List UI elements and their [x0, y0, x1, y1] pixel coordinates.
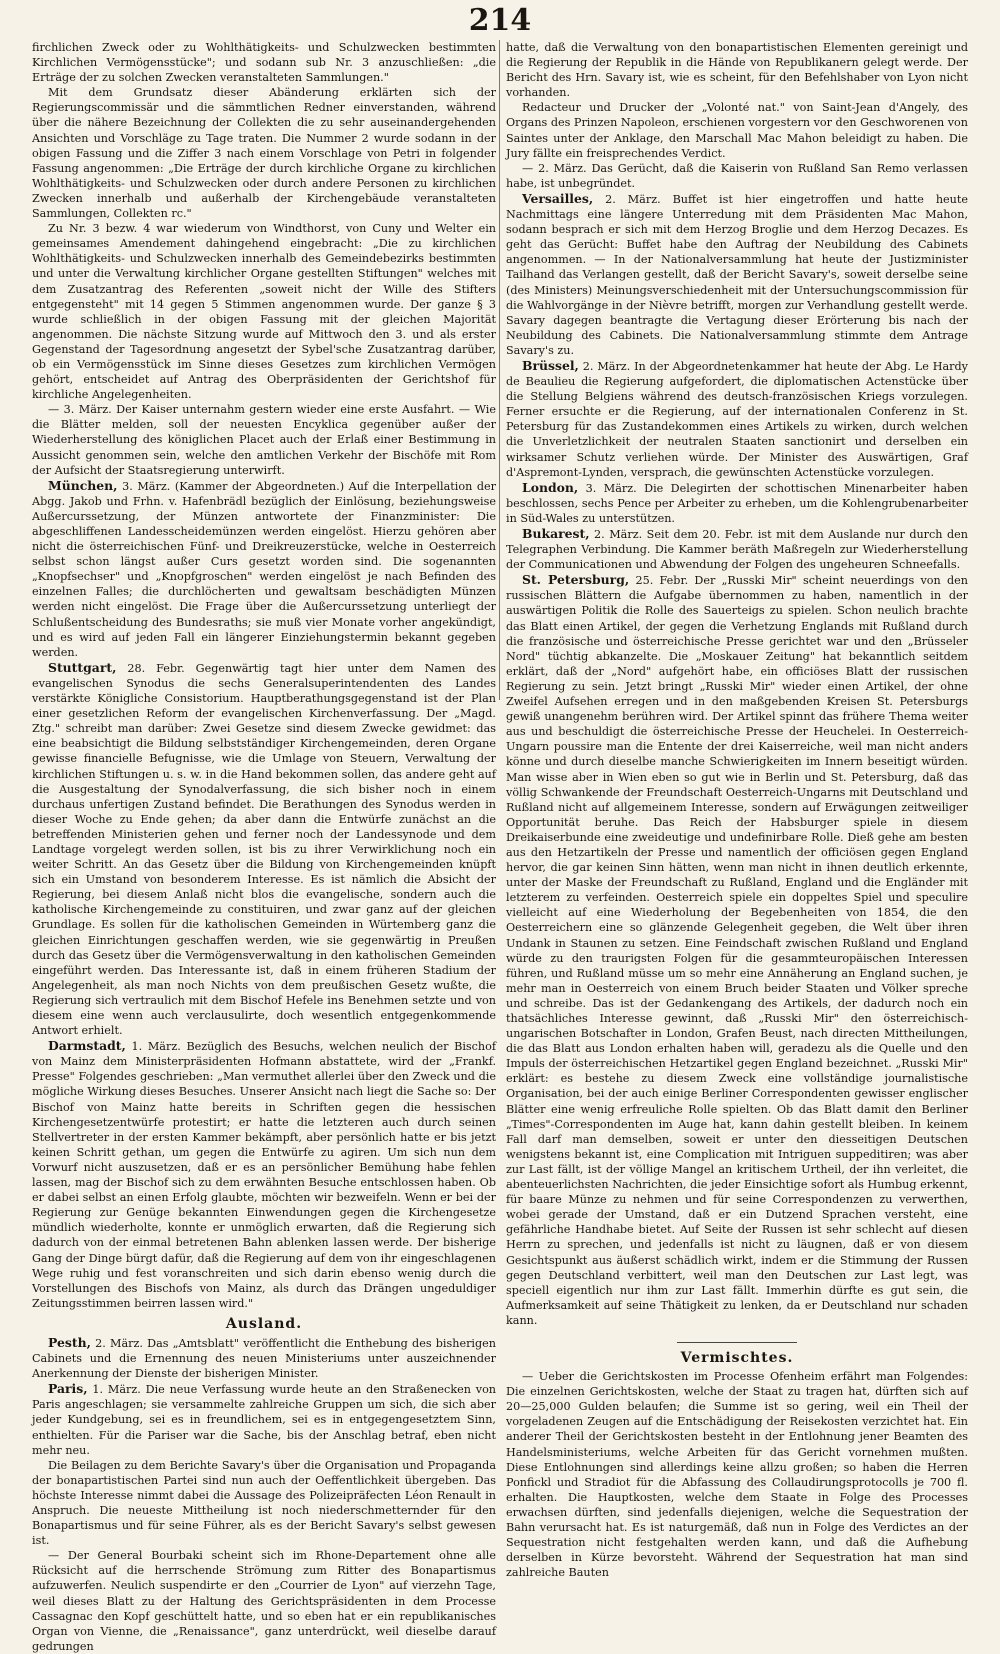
dateline: Darmstadt, — [48, 1038, 126, 1054]
article-paragraph: Mit dem Grundsatz dieser Abänderung erklärten sich der Regierungscommissär und die sämmtlichen Redner einverstanden, während über die nähere Bezeichnung der Collekten die zu sehr auseinandergehenden Ansichten und Vorschläge zu Tage traten. Die Nummer 2 wurde sodann in der obigen Fassung und die Ziffer 3 nach einem Vorschlage von Petri in folgender Fassung angenommen: „Die Erträge der durch kirchliche Organe zu kirchlichen Wohlthätigkeits- und Schulzwecken oder durch andere Personen zu kirchlichen Zwecken innerhalb und außerhalb der Kirchengebäude veranstalteten Sammlungen, Collekten rc." — [32, 86, 496, 221]
article-paragraph: hatte, daß die Verwaltung von den bonapartistischen Elementen gereinigt und die Regierung der Republik in die Hände von Republikanern gelegt werde. Der Bericht des Hrn. Savary ist, wie es scheint, für den Befehlshaber von Lyon nicht vorhanden. — [506, 41, 968, 100]
dateline: Paris, — [48, 1381, 88, 1397]
section-heading-vermischtes: Vermischtes. — [680, 1349, 794, 1366]
dateline: Versailles, — [522, 190, 594, 206]
section-heading-ausland: Ausland. — [225, 1315, 303, 1332]
dispatch-bukarest — [506, 526, 968, 572]
page-number: 214 — [468, 3, 532, 38]
dispatch-text: 3. März. (Kammer der Abgeordneten.) Auf die Interpellation der Abgg. Jakob und Frhn. v. Hafenbrädl bezüglich der Einlösung, beziehungsweise Außercurssetzung, der Münzen antwortete der Finanzminister: Die abgeschliffenen Landesscheidemünzen werden eingelöst. Hierzu gehören aber nicht die österreichischen Fünf- und Dreikreuzerstücke, welche in Oesterreich selbst schon längst außer Curs gesetzt worden sind. Die sogenannten „Knopfsechser" und „Knopfgroschen" werden eingelöst je nach Befinden des einzelnen Falles; die durchlöcherten und gewaltsam beschädigten Münzen werden nicht eingelöst. Die Frage über die Außercurssetzung unterliegt der Schlußentscheidung des Bundesraths; sie muß vier Monate vorher angekündigt, und es wird auf jeden Fall ein längerer Einziehungstermin bekannt gegeben werden. — [32, 479, 497, 659]
dateline: Pesth, — [48, 1334, 91, 1350]
dateline: London, — [522, 479, 579, 495]
left-column — [32, 40, 497, 1653]
dispatch-london — [506, 480, 968, 526]
dispatch-text: 1. März. Bezüglich des Besuchs, welchen neulich der Bischof von Mainz dem Ministerpräsidenten Hofmann abstattete, wird der „Frankf. Presse" Folgendes geschrieben: „Man vermuthet allerlei über den Zweck und die mögliche Wirkung dieses Besuches. Unserer Ansicht nach liegt die Sache so: Der Bischof von Mainz hatte bereits in Schriften gegen die hessischen Kirchengesetzentwürfe protestirt; er hatte die letzteren auch durch seinen Stellvertreter in der ersten Kammer bekämpft, aber persönlich hatte er bis jetzt keinen Schritt gethan, um gegen die Entwürfe zu agiren. Um sich nun dem Vorwurf nicht auszusetzen, daß er es an persönlicher Bemühung habe fehlen lassen, mag der Bischof sich zu dem erwähnten Besuche entschlossen haben. Ob er dabei selbst an einen Erfolg glaubte, möchten wir bezweifeln. Wenn er bei der Regierung zur Genüge bekannten Einwendungen gegen die Kirchengesetze mündlich wiederholte, konnte er unmöglich erwarten, daß die Regierung sich dadurch von der einmal betretenen Bahn ablenken lassen werde. Der bisherige Gang der Dinge bürgt dafür, daß die Regierung auf dem von ihr eingeschlagenen Wege ruhig und fest voranschreiten und sich darin ebenso wenig durch die Vorstellungen des Bischofs von Mainz, als durch das Drängen ungeduldiger Zeitungsstimmen beirren lassen wird." — [32, 1040, 496, 1310]
article-paragraph: — Der General Bourbaki scheint sich im Rhone-Departement ohne alle Rücksicht auf die herrschende Strömung zum Ritter des Bonapartismus aufzuwerfen. Neulich suspendirte er den „Courrier de Lyon" auf vierzehn Tage, weil dieses Blatt zu der Haltung des Gerichtspräsidenten in dem Processe Cassagnac den Kopf geschüttelt hatte, und so eben hat er ein republikanisches Organ von Vienne, die „Renaissance", ganz unterdrückt, weil dieselbe darauf gedrungen — [32, 1549, 496, 1653]
dateline: St. Petersburg, — [522, 572, 630, 588]
article-paragraph: — Ueber die Gerichtskosten im Processe Ofenheim erfährt man Folgendes: Die einzelnen Gerichtskosten, welche der Staat zu tragen hat, dürften sich auf 20—25,000 Gulden belaufen; die Summe ist so gering, weil ein Theil der vorgeladenen Zeugen auf die Entschädigung der Reisekosten verzichtet hat. Ein anderer Theil der Gerichtskosten besteht in der Entlohnung jener Beamten des Handelsministeriums, welche Arbeiten für das Gericht vornehmen mußten. Diese Entlohnungen sind allerdings keine allzu großen; so haben die Herren Ponfickl und Stradiot für die Abfassung des Collaudirungsprotocolls je 700 fl. erhalten. Die Hauptkosten, welche dem Staate in Folge des Processes erwachsen dürften, sind jedenfalls diejenigen, welche die Sequestration der Bahn verursacht hat. Es ist naturgemäß, daß nun in Folge des Verdictes an der Sequestration nicht festgehalten werden kann, und daß die Aufhebung derselben in Kürze bevorsteht. Während der Sequestration hat man sind zahlreiche Bauten — [506, 1370, 968, 1580]
dispatch-petersburg — [506, 572, 968, 1328]
dispatch-text: 2. März. Buffet ist hier eingetroffen und hatte heute Nachmittags eine längere Unterredung mit dem Präsidenten Mac Mahon, sodann besprach er sich mit dem Herzog Broglie und dem Herzog Decazes. Es geht das Gerücht: Buffet habe den Auftrag der Neubildung des Cabinets angenommen. — In der Nationalversammlung hat heute der Justizminister Tailhand das Verlangen gestellt, daß der Bericht Savary's, soweit derselbe seine (des Ministers) Meinungsverschiedenheit mit der Untersuchungscommission für die Wahlvorgänge in der Nièvre betrifft, morgen zur Verhandlung gestellt werde. Savary dagegen beantragte die Vertagung dieser Erörterung bis nach der Neubildung des Cabinets. Die Nationalversammlung stimmte dem Antrage Savary's zu. — [506, 192, 968, 357]
dispatch-paris — [32, 1381, 496, 1457]
dateline: Brüssel, — [522, 357, 579, 373]
article-paragraph: Redacteur und Drucker der „Volonté nat." von Saint-Jean d'Angely, des Organs des Prinzen Napoleon, erschienen vorgestern vor den Geschworenen von Saintes unter der Anklage, den Marschall Mac Mahon beleidigt zu haben. Die Jury fällte ein freisprechendes Verdict. — [506, 101, 968, 160]
right-column — [506, 40, 968, 1580]
dispatch-stuttgart — [32, 660, 496, 1038]
dispatch-munchen — [32, 478, 496, 660]
dispatch-text: 28. Febr. Gegenwärtig tagt hier unter dem Namen des evangelischen Synodus die sechs Generalsuperintendenten des Landes verstärkte Königliche Consistorium. Hauptberathungsgegenstand ist der Plan einer gesetzlichen Reform der evangelischen Kirchenverfassung. Der „Magd. Ztg." schreibt man darüber: Zwei Gesetze sind diesem Zwecke gewidmet: das eine beabsichtigt die Bildung selbstständiger Kirchengemeinden, deren Organe gewisse financielle Befugnisse, wie die Umlage von Steuern, Verwaltung der kirchlichen Stiftungen u. s. w. in die Hand bekommen sollen, das andere geht auf die Ausgestaltung der Synodalverfassung, die sich bisher noch in einem durchaus unfertigen Zustand befindet. Die Berathungen des Synodus werden in dieser Woche zu Ende gehen; da aber dann die Entwürfe zunächst an die betreffenden Ministerien gehen und ferner noch der Landessynode und dem Landtage vorgelegt werden sollen, ist bis zu ihrer Verwirklichung noch ein weiter Schritt. An das Gesetz über die Bildung von Kirchengemeinden knüpft sich ein Umstand von besonderem Interesse. Es ist nämlich die Absicht der Regierung, bei diesem Anlaß nicht blos die evangelische, sondern auch die katholische Kirchengemeinde zu constituiren, und zwar ganz auf der gleichen Grundlage. Es sollen für die katholischen Gemeinden in Würtemberg ganz die gleichen Einrichtungen geschaffen werden, wie sie gegenwärtig in Preußen durch das Gesetz über die Vermögensverwaltung in den katholischen Gemeinden eingeführt werden. Das Interessante ist, daß in einem früheren Stadium der Angelegenheit, als man noch Nichts von dem preußischen Gesetz wußte, die Regierung sich vertraulich mit dem Bischof Hefele ins Benehmen setzte und von diesem eine wenn auch verclausulirte, doch wesentlich entgegenkommende Antwort erhielt. — [32, 661, 496, 1038]
dispatch-versailles — [506, 191, 968, 358]
dispatch-pesth — [32, 1335, 496, 1381]
dispatch-text: 3. März. Die Delegirten der schottischen Minenarbeiter haben beschlossen, sechs Pence per Arbeiter zu erheben, um die Kohlengrubenarbeiter in Süd-Wales zu unterstützen. — [506, 481, 968, 525]
dispatch-brussel — [506, 358, 968, 480]
dispatch-text: 1. März. Die neue Verfassung wurde heute an den Straßenecken von Paris angeschlagen; sie versammelte zahlreiche Gruppen um sich, die sich aber jeder Kundgebung, sei es in freundlichem, sei es in entgegengesetztem Sinn, enthielten. Für die Pariser war die Sache, bis der Anschlag betraf, eben nicht mehr neu. — [32, 1383, 497, 1457]
column-divider — [499, 40, 500, 700]
dispatch-text: 2. März. In der Abgeordnetenkammer hat heute der Abg. Le Hardy de Beaulieu die Regierung aufgefordert, die diplomatischen Actenstücke über die Stellung Belgiens während des deutsch-französischen Kriegs vorzulegen. Ferner ersuchte er die Regierung, auf der internationalen Conferenz in St. Petersburg für das Zustandekommen eines Artikels zu wirken, durch welchen die Unverletzlichkeit der neutralen Staaten sanctionirt und derselben ein wirksamer Schutz verliehen würde. Der Minister des Auswärtigen, Graf d'Aspremont-Lynden, versprach, die gewünschten Actenstücke vorzulegen. — [506, 359, 968, 479]
article-paragraph: firchlichen Zweck oder zu Wohlthätigkeits- und Schulzwecken bestimmten Kirchlichen Vermögensstücke"; und sodann sub Nr. 3 anzuschließen: „die Erträge der zu solchen Zwecken veranstalteten Sammlungen." — [32, 41, 496, 85]
dispatch-text: 2. März. Seit dem 20. Febr. ist mit dem Auslande nur durch den Telegraphen Verbindung. Die Kammer beräth Maßregeln zur Wiederherstellung der Communicationen und Abwendung der Folgen des ungeheuren Schneefalls. — [506, 528, 968, 572]
dispatch-darmstadt — [32, 1038, 496, 1311]
dispatch-text: 25. Febr. Der „Russki Mir" scheint neuerdings von den russischen Blättern die Aufgabe übernommen zu haben, namentlich in der auswärtigen Politik die Rolle des Sauerteigs zu spielen. Schon neulich brachte das Blatt einen Artikel, der gegen die Verhetzung Englands mit Rußland durch die französische und österreichische Presse gerichtet war und den „Brüsseler Nord" tüchtig abkanzelte. Die „Moskauer Zeitung" hat bekanntlich seitdem erklärt, daß der „Nord" aufgehört habe, ein officiöses Blatt der russischen Regierung zu sein. Jetzt bringt „Russki Mir" wieder einen Artikel, der ohne Zweifel Aufsehen erregen und in den maßgebenden Kreisen St. Petersburgs gewiß unangenehm berühren wird. Der Artikel spinnt das frühere Thema weiter aus und beschuldigt die österreichische Presse der Heuchelei. In Oesterreich-Ungarn poussire man die Entente der drei Kaiserreiche, weil man nicht anders könne und durch dieselbe manche Schwierigkeiten im Innern beseitigt würden. Man wisse aber in Wien eben so gut wie in Berlin und St. Petersburg, daß das völlig Schwankende der Freundschaft Oesterreich-Ungarns mit Deutschland und Rußland nicht auf allgemeinem Interesse, sondern auf Erwägungen zeitweiliger Opportunität beruhe. Das Reich der Habsburger spiele in diesem Dreikaiserbunde eine zweideutige und undefinirbare Rolle. Dieß gehe am besten aus den Hetzartikeln der Presse und namentlich der officiösen gegen England hervor, die gar keinen Sinn hätten, wenn man nicht in ihnen deutlich erkennte, unter der Maske der Freundschaft zu Rußland, England und die Engländer mit letzterem zu verfeinden. Oesterreich spiele ein doppeltes Spiel und speculire vielleicht auf eine Wiederholung der Begebenheiten von 1854, die den Oesterreichern eine so glänzende Gelegenheit gegeben, die Welt über ihren Undank in Staunen zu setzen. Eine Feindschaft zwischen Rußland und England würde zu den traurigsten Folgen für die gesammteuropäischen Interessen führen, und Rußland müsse um so mehr eine Annäherung an England suchen, je mehr man in Oesterreich von einem Bruch beider Staaten und Völker spreche und schreibe. Das ist der Gedankengang des Artikels, der dadurch noch ein thatsächliches Interesse gewinnt, daß „Russki Mir" den österreichisch-ungarischen Botschafter in London, Grafen Beust, nach directen Mittheilungen, die das Blatt aus London erhalten haben will, geradezu als die Quelle und den Impuls der österreichischen Hetzartikel gegen England bezeichnet. „Russki Mir" erklärt: es bestehe zu diesem Zweck eine vollständige journalistische Organisation, bei der auch einige Berliner Correspondenten gewisser englischer Blätter eine wenig erfreuliche Rolle spielten. Ob das Blatt damit den Berliner „Times"-Correspondenten im Auge hat, kann dahin gestellt bleiben. In keinem Fall darf man demselben, soweit er unter den diesseitigen Deutschen wenigstens bekannt ist, eine Complication mit Intriguen suppeditiren; was aber zur Last fällt, ist der völlige Mangel an kritischem Urtheil, der ihn verleitet, die abenteuerlichsten Nachrichten, die jeder Einsichtige sofort als Humbug erkennt, für baare Münze zu nehmen und für seine Correspondenzen zu verwerthen, wobei gerade der Umstand, daß er ein Dutzend Sprachen versteht, eine gefährliche Handhabe bietet. Auf Seite der Russen ist sehr schlecht auf diesen Herrn zu sprechen, und jedenfalls ist nicht zu läugnen, daß er von diesem Gesichtspunkt aus äußerst schädlich wirkt, indem er die Stimmung der Russen gegen Deutschland verbittert, weil man den Deutschen zur Last legt, was speciell eigentlich nur ihm zur Last fällt. Immerhin dürfte es gut sein, die Aufmerksamkeit auf seine Thätigkeit zu lenken, da er Deutschland nur schaden kann. — [506, 574, 968, 1327]
article-paragraph: — 3. März. Der Kaiser unternahm gestern wieder eine erste Ausfahrt. — Wie die Blätter melden, soll der neuesten Encyklica gegenüber außer der Wiederherstellung des königlichen Placet auch der Erlaß einer Bestimmung in Aussicht genommen sein, welche den amtlichen Verkehr der Bischöfe mit Rom der Aufsicht der Staatsregierung unterwirft. — [32, 403, 496, 477]
dispatch-text: 2. März. Das „Amtsblatt" veröffentlicht die Enthebung des bisherigen Cabinets und die Ernennung des neuen Ministeriums unter auszeichnender Anerkennung der Dienste der bisherigen Minister. — [32, 1336, 496, 1381]
article-paragraph: — 2. März. Das Gerücht, daß die Kaiserin von Rußland San Remo verlassen habe, ist unbegründet. — [506, 161, 968, 190]
dateline: München, — [48, 477, 118, 493]
dateline: Stuttgart, — [48, 659, 117, 675]
article-paragraph: Die Beilagen zu dem Berichte Savary's über die Organisation und Propaganda der bonapartistischen Partei sind nun auch der Oeffentlichkeit übergeben. Das höchste Interesse nimmt dabei die Aussage des Polizeipräfecten Léon Renault in Anspruch. Die neueste Mittheilung ist noch niederschmetternder für den Bonapartismus und für seine Führer, als es der Bericht Savary's selbst gewesen ist. — [32, 1458, 496, 1548]
article-paragraph: Zu Nr. 3 bezw. 4 war wiederum von Windthorst, von Cuny und Welter ein gemeinsames Amendement dahingehend eingebracht: „Die zu kirchlichen Wohlthätigkeits- und Schulzwecken innerhalb des Gemeindebezirks bestimmten und unter die Verwaltung kirchlicher Organe gestellten Stiftungen" welches mit dem Zusatzantrag des Referenten „soweit nicht der Wille des Stifters entgegensteht" mit 14 gegen 5 Stimmen angenommen wurde. Der ganze § 3 wurde schließlich in der obigen Fassung mit der gleichen Majorität angenommen. Die nächste Sitzung wurde auf Mittwoch den 3. und als erster Gegenstand der Tagesordnung angesetzt der Sybel'sche Zusatzantrag darüber, ob ein Vermögensstück im Sinne dieses Gesetzes zum kirchlichen Vermögen gehört, entscheidet auf Antrag des Oberpräsidenten der Gerichtshof für kirchliche Angelegenheiten. — [32, 222, 496, 402]
section-divider — [677, 1342, 797, 1343]
dateline: Bukarest, — [522, 526, 590, 541]
